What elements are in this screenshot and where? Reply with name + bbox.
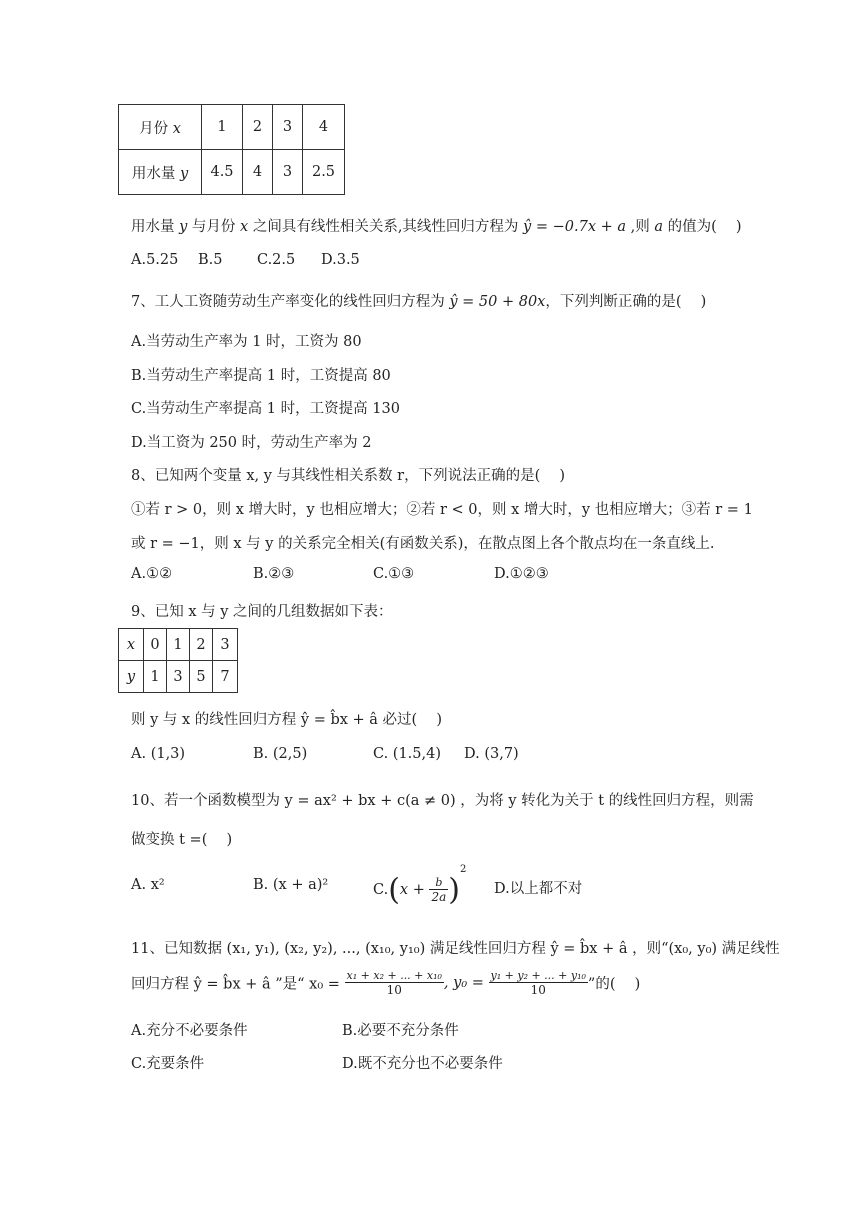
fraction-y bbox=[489, 969, 588, 997]
table-cell: 4.5 bbox=[202, 150, 243, 195]
q10-option-b: B. (x + a)² bbox=[253, 877, 329, 893]
text: , y₀ = bbox=[443, 975, 484, 991]
table-row bbox=[119, 629, 238, 661]
fraction-x bbox=[345, 969, 444, 997]
q9-line: 则 y 与 x 的线性回归方程 ŷ = b̂x + â 必过( ) bbox=[131, 712, 442, 728]
q8-line1: ①若 r > 0，则 x 增大时，y 也相应增大；②若 r < 0，则 x 增大时，y 也相应增大；③若 r = 1 bbox=[131, 502, 753, 518]
table-cell: 3 bbox=[213, 629, 238, 661]
q11-option-c: C.充要条件 bbox=[131, 1056, 205, 1072]
text: ，下列判断正确的是( ) bbox=[545, 294, 707, 310]
q7-option-b: B.当劳动生产率提高 1 时，工资提高 80 bbox=[131, 368, 391, 384]
text: 7、工人工资随劳动生产率变化的线性回归方程为 bbox=[131, 294, 450, 310]
q11-option-a: A.充分不必要条件 bbox=[131, 1023, 248, 1039]
text: ”的( ) bbox=[587, 976, 641, 993]
table-cell: 2 bbox=[190, 629, 213, 661]
q9-option-c: C. (1.5,4) bbox=[373, 746, 442, 762]
q9-option-b: B. (2,5) bbox=[253, 746, 308, 762]
var: x bbox=[240, 219, 249, 235]
cell-text: 用水量 bbox=[131, 165, 176, 182]
paren-left: ( bbox=[388, 872, 400, 908]
q10-line2: 做变换 t =( ) bbox=[131, 832, 233, 848]
q6-option-a: A.5.25 bbox=[131, 252, 179, 268]
text: 之间具有线性相关关系,其线性回归方程为 bbox=[248, 219, 524, 235]
table-cell: 1 bbox=[167, 629, 190, 661]
text: 的值为( ) bbox=[663, 219, 742, 235]
q7-option-c: C.当劳动生产率提高 1 时，工资提高 130 bbox=[131, 401, 400, 417]
table-cell: 1 bbox=[202, 105, 243, 150]
q6-option-d: D.3.5 bbox=[321, 252, 360, 268]
q7-option-a: A.当劳动生产率为 1 时，工资为 80 bbox=[131, 334, 362, 350]
q11-option-b: B.必要不充分条件 bbox=[342, 1023, 459, 1039]
q6-stem bbox=[131, 215, 742, 236]
table-cell: y bbox=[119, 661, 144, 693]
q7-option-d: D.当工资为 250 时，劳动生产率为 2 bbox=[131, 435, 372, 451]
option-label: C. bbox=[373, 882, 389, 898]
q7-stem bbox=[131, 290, 706, 311]
table-month-water bbox=[118, 104, 345, 195]
q8-option-b: B.②③ bbox=[253, 566, 295, 582]
exponent: 2 bbox=[459, 864, 467, 875]
equation: ŷ = 50 + 80x bbox=[449, 294, 546, 310]
table-cell: 3 bbox=[273, 150, 303, 195]
table-cell: 3 bbox=[167, 661, 190, 693]
paren-right: ) bbox=[448, 872, 460, 908]
q6-option-c: C.2.5 bbox=[257, 252, 296, 268]
denominator: 10 bbox=[386, 983, 402, 997]
table-cell: 5 bbox=[190, 661, 213, 693]
numerator: x₁ + x₂ + ... + x₁₀ bbox=[346, 969, 442, 982]
q6-option-b: B.5 bbox=[198, 252, 223, 268]
table-cell: 4 bbox=[243, 150, 273, 195]
q8-option-d: D.①②③ bbox=[494, 566, 549, 582]
q9-stem: 9、已知 x 与 y 之间的几组数据如下表： bbox=[131, 604, 393, 620]
table-cell: 7 bbox=[213, 661, 238, 693]
q9-option-a: A. (1,3) bbox=[131, 746, 186, 762]
q8-option-c: C.①③ bbox=[373, 566, 415, 582]
table-cell: 1 bbox=[144, 661, 167, 693]
q11-line2 bbox=[131, 969, 640, 997]
var: a bbox=[654, 219, 663, 235]
q8-stem: 8、已知两个变量 x, y 与其线性相关系数 r，下列说法正确的是( ) bbox=[131, 468, 565, 484]
text: ,则 bbox=[626, 219, 655, 235]
cell-var: y bbox=[179, 165, 189, 182]
table-cell: 0 bbox=[144, 629, 167, 661]
text: 用水量 bbox=[131, 219, 180, 235]
q10-option-c bbox=[373, 864, 466, 908]
table-cell: 4 bbox=[303, 105, 345, 150]
table-cell bbox=[119, 150, 202, 195]
table-xy bbox=[118, 628, 238, 693]
denominator: 2a bbox=[431, 890, 447, 904]
q11-line1: 11、已知数据 (x₁, y₁), (x₂, y₂), ..., (x₁₀, y₁₀) 满足线性回归方程 ŷ = b̂x + â ，则“(x₀, y₀) 满足线性 bbox=[131, 941, 780, 957]
table-cell: 2 bbox=[243, 105, 273, 150]
q9-option-d: D. (3,7) bbox=[464, 746, 519, 762]
cell-var: x bbox=[172, 120, 181, 137]
q8-option-a: A.①② bbox=[131, 566, 173, 582]
text: 回归方程 ŷ = b̂x + â ”是“ x₀ = bbox=[131, 976, 340, 993]
table-cell: 3 bbox=[273, 105, 303, 150]
numerator: b bbox=[429, 876, 448, 890]
expr: x + bbox=[399, 882, 425, 898]
q10-line1: 10、若一个函数模型为 y = ax² + bx + c(a ≠ 0) ，为将 y 转化为关于 t 的线性回归方程，则需 bbox=[131, 793, 754, 809]
table-row bbox=[119, 661, 238, 693]
text: 与月份 bbox=[187, 219, 241, 235]
table-row bbox=[119, 150, 345, 195]
table-cell bbox=[119, 105, 202, 150]
table-row bbox=[119, 105, 345, 150]
cell-text: 月份 bbox=[139, 120, 169, 137]
fraction bbox=[429, 876, 448, 904]
q10-option-d: D.以上都不对 bbox=[494, 881, 583, 897]
var: y bbox=[179, 219, 188, 235]
table-cell: x bbox=[119, 629, 144, 661]
equation: ŷ = −0.7x + a bbox=[523, 219, 627, 235]
q10-option-a: A. x² bbox=[131, 877, 165, 893]
q8-line2: 或 r = −1，则 x 与 y 的关系完全相关(有函数关系)，在散点图上各个散点均在一条直线上. bbox=[131, 536, 715, 552]
denominator: 10 bbox=[530, 983, 546, 997]
table-cell: 2.5 bbox=[303, 150, 345, 195]
numerator: y₁ + y₂ + ... + y₁₀ bbox=[490, 969, 586, 982]
q11-option-d: D.既不充分也不必要条件 bbox=[342, 1056, 503, 1072]
